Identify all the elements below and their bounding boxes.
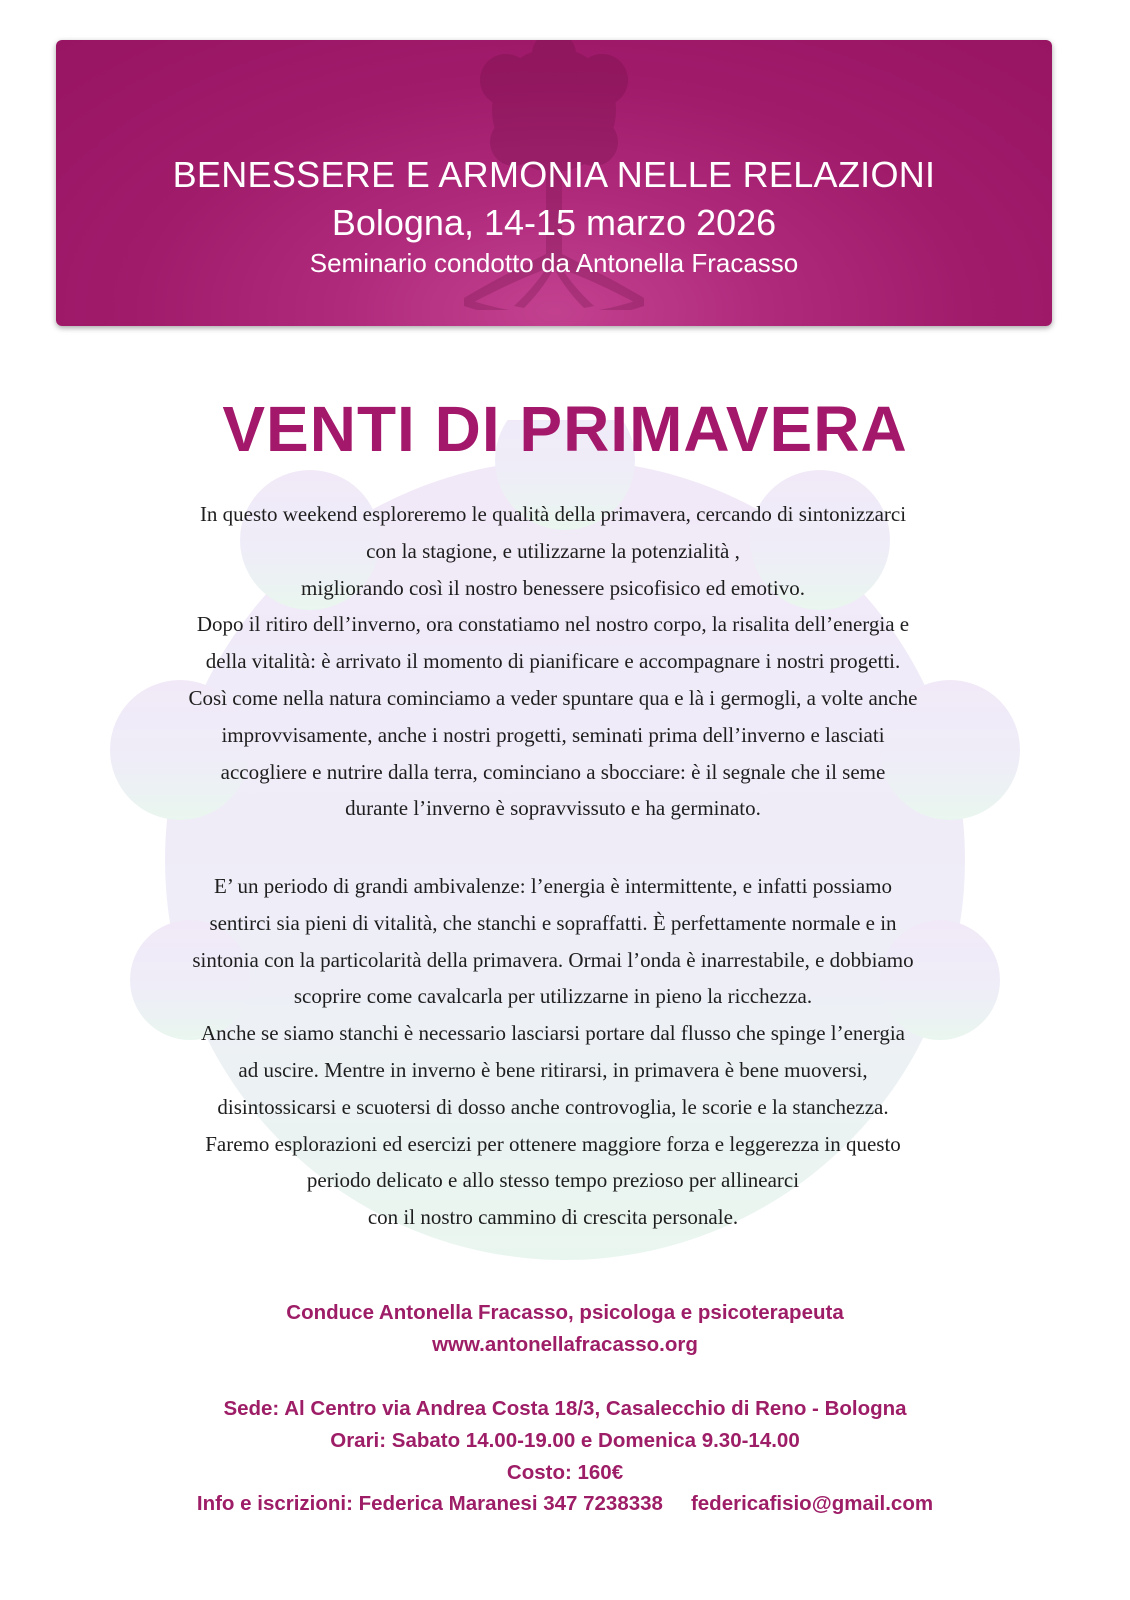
text-line: improvvisamente, anche i nostri progetti, seminati prima dell’inverno e lasciati — [221, 722, 885, 747]
text-line: con il nostro cammino di crescita personale. — [367, 1205, 739, 1230]
schedule-info: Orari: Sabato 14.00-19.00 e Domenica 9.30-14.00 — [330, 1429, 800, 1452]
text-line: della vitalità: è arrivato il momento di pianificare e accompagnare i nostri progetti. — [205, 649, 901, 674]
cost-info: Costo: 160€ — [506, 1461, 624, 1484]
text-line: migliorando così il nostro benessere psicofisico ed emotivo. — [301, 575, 805, 600]
contact-info — [0, 1492, 1130, 1516]
text-line: sintonia con la particolarità della primavera. Ormai l’onda è inarrestabile, e dobbiamo — [192, 947, 914, 972]
text-line: Così come nella natura cominciamo a veder spuntare qua e là i germogli, a volte anche — [188, 685, 918, 710]
text-line: ad uscire. Mentre in inverno è bene ritirarsi, in primavera è bene muoversi, — [238, 1057, 868, 1082]
text-line: Anche se siamo stanchi è necessario lasciarsi portare dal flusso che spinge l’energia — [200, 1021, 906, 1046]
text-line: periodo delicato e allo stesso tempo prezioso per allinearci — [306, 1168, 800, 1193]
text-line: scoprire come cavalcarla per utilizzarne in pieno la ricchezza. — [293, 984, 813, 1009]
text-line: con la stagione, e utilizzarne la potenzialità , — [366, 538, 740, 563]
text-line: In questo weekend esploreremo le qualità della primavera, cercando di sintonizzarci — [199, 502, 907, 526]
page-title: VENTI DI PRIMAVERA — [222, 393, 908, 465]
intro-paragraph — [100, 496, 1006, 827]
conductor-info: Conduce Antonella Fracasso, psicologa e psicoterapeuta — [286, 1301, 844, 1324]
text-line: accogliere e nutrire dalla terra, cominciano a sbocciare: è il segnale che il seme — [220, 759, 886, 784]
second-paragraph — [100, 868, 1006, 1236]
text-line: Faremo esplorazioni ed esercizi per ottenere maggiore forza e leggerezza in questo — [205, 1131, 901, 1156]
website-link[interactable]: www.antonellafracasso.org — [432, 1333, 698, 1356]
contact-phone: Info e iscrizioni: Federica Maranesi 347 7238338 — [196, 1492, 663, 1515]
venue-info: Sede: Al Centro via Andrea Costa 18/3, Casalecchio di Reno - Bologna — [223, 1397, 907, 1420]
banner-title: BENESSERE E ARMONIA NELLE RELAZIONI — [172, 154, 936, 195]
text-line: sentirci sia pieni di vitalità, che stanchi e sopraffatti. È perfettamente normale e in — [209, 910, 897, 935]
text-line: Dopo il ritiro dell’inverno, ora constatiamo nel nostro corpo, la risalita dell’energia e — [196, 612, 910, 637]
banner-subtitle: Seminario condotto da Antonella Fracasso — [309, 248, 799, 278]
text-line: E’ un periodo di grandi ambivalenze: l’energia è intermittente, e infatti possiamo — [214, 874, 892, 898]
banner-date-location: Bologna, 14-15 marzo 2026 — [331, 202, 777, 243]
contact-email-link[interactable]: federicafisio@gmail.com — [690, 1492, 934, 1515]
text-line: durante l’inverno è sopravvissuto e ha germinato. — [345, 796, 761, 821]
header-banner — [56, 40, 1052, 326]
text-line: disintossicarsi e scuotersi di dosso anche controvoglia, le scorie e la stanchezza. — [217, 1094, 889, 1119]
